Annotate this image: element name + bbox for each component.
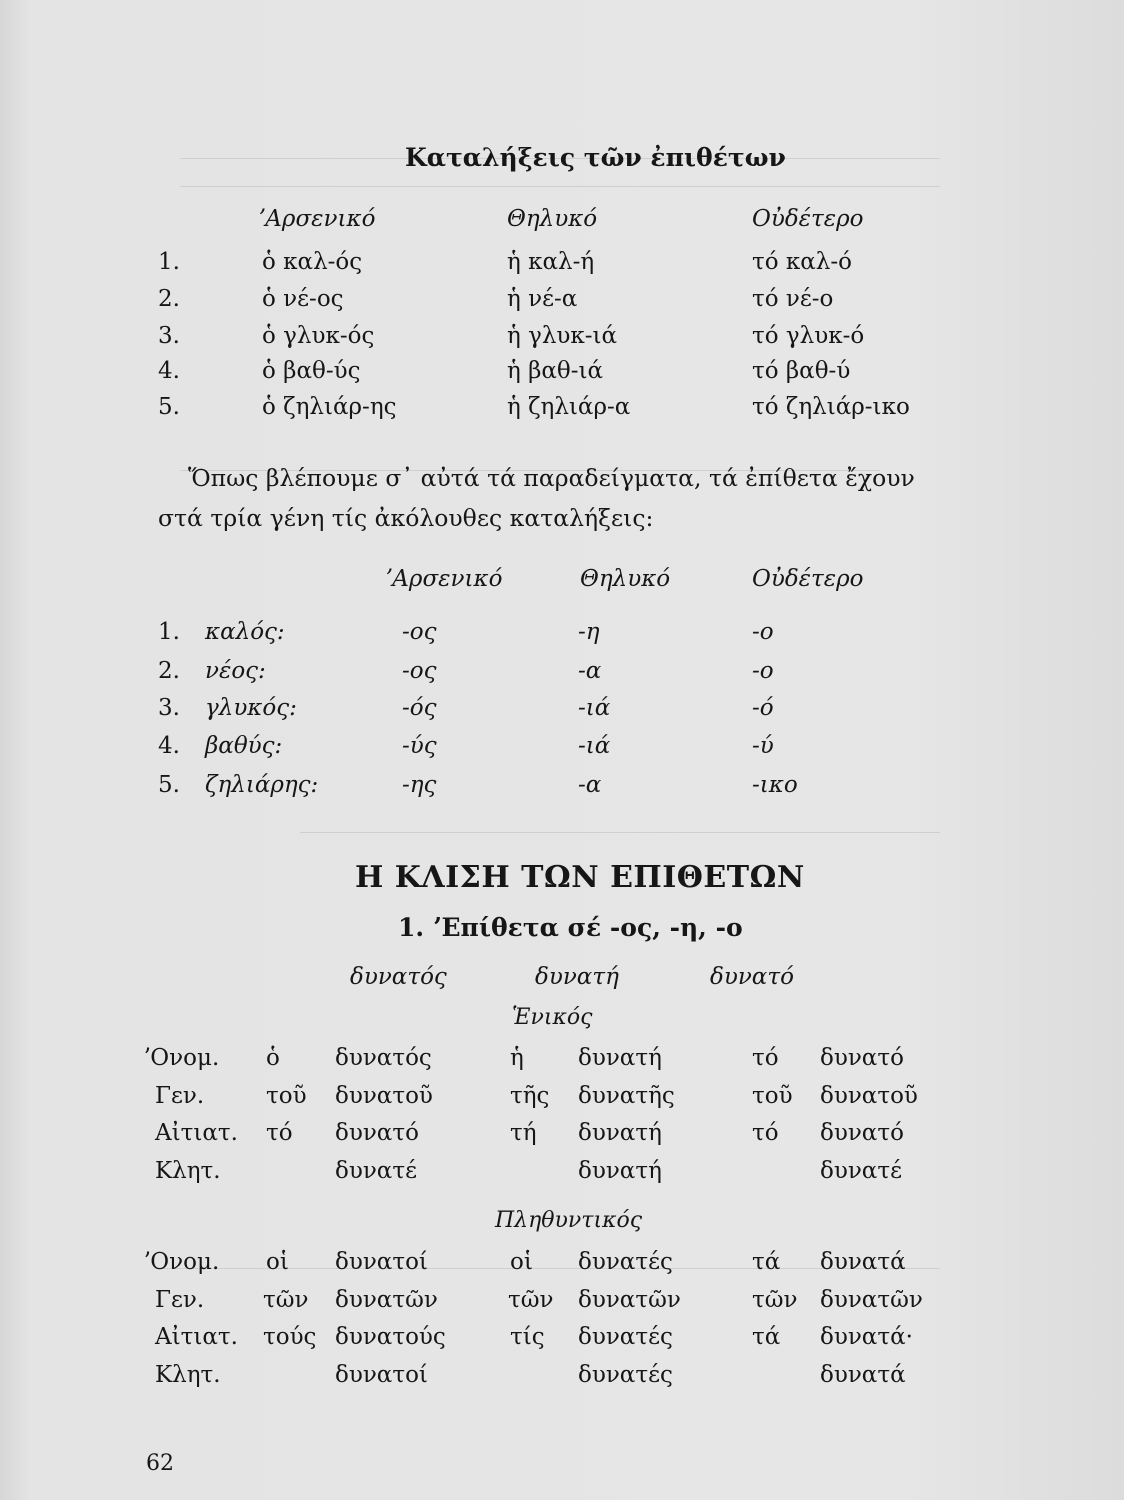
row-number: 5. xyxy=(158,772,180,798)
feminine-form: δυνατή xyxy=(578,1120,662,1146)
row-number: 1. xyxy=(158,619,180,645)
neuter-suffix: -ύ xyxy=(752,733,774,759)
paragraph-line: στά τρία γένη τίς ἀκόλουθες καταλήξεις: xyxy=(158,504,654,532)
case-label: Γεν. xyxy=(155,1083,205,1109)
feminine-form: δυνατή xyxy=(578,1045,662,1071)
article-masculine: τῶν xyxy=(263,1287,309,1313)
row-number: 4. xyxy=(158,733,180,759)
masculine-form: δυνατούς xyxy=(335,1324,446,1350)
example-word: βαθύς: xyxy=(205,733,283,759)
masculine-form: δυνατέ xyxy=(335,1158,417,1184)
feminine-form: δυνατές xyxy=(578,1362,673,1388)
article-feminine: τῆς xyxy=(510,1083,550,1109)
bleed-through-line xyxy=(180,186,940,187)
column-header-feminine: Θηλυκό xyxy=(507,206,598,232)
masculine-suffix: -ύς xyxy=(402,733,437,759)
feminine-form: ἡ νέ-α xyxy=(507,286,578,312)
row-number: 1. xyxy=(158,249,180,275)
section-heading: Καταλήξεις τῶν ἐπιθέτων xyxy=(405,143,786,172)
form-neuter: δυνατό xyxy=(710,964,794,990)
article-masculine: ὁ xyxy=(266,1045,280,1071)
article-neuter: τά xyxy=(752,1249,781,1275)
paragraph-line: Ὅπως βλέπουμε σ᾽ αὐτά τά παραδείγματα, τά ἐπίθετα ἔχουν xyxy=(188,464,915,492)
row-number: 3. xyxy=(158,323,180,349)
neuter-form: τό γλυκ-ό xyxy=(752,323,865,349)
article-feminine: ἡ xyxy=(510,1045,524,1071)
neuter-form: δυνατέ xyxy=(820,1158,902,1184)
neuter-suffix: -ο xyxy=(752,619,774,645)
masculine-suffix: -ος xyxy=(402,619,437,645)
article-masculine: οἱ xyxy=(266,1249,289,1275)
form-masculine: δυνατός xyxy=(350,964,447,990)
feminine-form: δυνατές xyxy=(578,1324,673,1350)
example-word: γλυκός: xyxy=(205,695,297,721)
column-header-masculine: ʼΑρσενικό xyxy=(258,206,376,232)
column-header-neuter: Οὐδέτερο xyxy=(752,206,864,232)
row-number: 4. xyxy=(158,358,180,384)
article-neuter: τό xyxy=(752,1045,779,1071)
masculine-form: ὁ γλυκ-ός xyxy=(262,323,375,349)
neuter-form: δυνατῶν xyxy=(820,1287,923,1313)
article-masculine: τό xyxy=(266,1120,293,1146)
example-word: ζηλιάρης: xyxy=(205,772,319,798)
case-label: Αἰτιατ. xyxy=(155,1120,238,1146)
column-header-masculine: ʼΑρσενικό xyxy=(385,566,503,592)
column-header-neuter: Οὐδέτερο xyxy=(752,566,864,592)
row-number: 2. xyxy=(158,286,180,312)
case-label: Γεν. xyxy=(155,1287,205,1313)
article-feminine: τίς xyxy=(510,1324,545,1350)
neuter-suffix: -ικο xyxy=(752,772,798,798)
masculine-form: ὁ καλ-ός xyxy=(262,249,363,275)
neuter-form: δυνατά xyxy=(820,1362,906,1388)
feminine-suffix: -η xyxy=(578,619,600,645)
case-label: Αἰτιατ. xyxy=(155,1324,238,1350)
page-number: 62 xyxy=(146,1451,174,1476)
neuter-form: δυνατά· xyxy=(820,1324,913,1350)
masculine-form: ὁ νέ-ος xyxy=(262,286,344,312)
subsection-title: 1. ʼΕπίθετα σέ -ος, -η, -ο xyxy=(398,913,743,942)
plural-label: Πληθυντικός xyxy=(495,1208,643,1233)
feminine-suffix: -ιά xyxy=(578,695,611,721)
neuter-form: τό νέ-ο xyxy=(752,286,834,312)
masculine-suffix: -ός xyxy=(402,695,437,721)
neuter-form: δυνατό xyxy=(820,1045,904,1071)
row-number: 5. xyxy=(158,394,180,420)
feminine-suffix: -ιά xyxy=(578,733,611,759)
article-feminine: οἱ xyxy=(510,1249,533,1275)
feminine-suffix: -α xyxy=(578,772,602,798)
article-neuter: τό xyxy=(752,1120,779,1146)
row-number: 2. xyxy=(158,658,180,684)
column-header-feminine: Θηλυκό xyxy=(580,566,671,592)
masculine-suffix: -ης xyxy=(402,772,437,798)
bleed-through-line xyxy=(300,832,940,833)
neuter-form: τό καλ-ό xyxy=(752,249,852,275)
feminine-form: ἡ βαθ-ιά xyxy=(507,358,604,384)
feminine-form: ἡ καλ-ή xyxy=(507,249,595,275)
example-word: νέος: xyxy=(205,658,266,684)
neuter-form: τό βαθ-ύ xyxy=(752,358,851,384)
masculine-form: ὁ ζηλιάρ-ης xyxy=(262,394,397,420)
feminine-suffix: -α xyxy=(578,658,602,684)
case-label: Κλητ. xyxy=(155,1158,221,1184)
masculine-form: δυνατοί xyxy=(335,1249,428,1275)
article-masculine: τούς xyxy=(263,1324,317,1350)
masculine-form: δυνατό xyxy=(335,1120,419,1146)
feminine-form: ἡ ζηλιάρ-α xyxy=(507,394,631,420)
article-neuter: τῶν xyxy=(752,1287,798,1313)
singular-label: Ἑνικός xyxy=(512,1005,593,1030)
case-label: ʼΟνομ. xyxy=(143,1249,220,1275)
feminine-form: ἡ γλυκ-ιά xyxy=(507,323,618,349)
neuter-suffix: -ο xyxy=(752,658,774,684)
neuter-form: τό ζηλιάρ-ικο xyxy=(752,394,910,420)
case-label: Κλητ. xyxy=(155,1362,221,1388)
feminine-form: δυνατῶν xyxy=(578,1287,681,1313)
neuter-suffix: -ό xyxy=(752,695,774,721)
article-feminine: τή xyxy=(510,1120,537,1146)
case-label: ʼΟνομ. xyxy=(143,1045,220,1071)
masculine-form: δυνατοί xyxy=(335,1362,428,1388)
section-title: Η ΚΛΙΣΗ ΤΩΝ ΕΠΙΘΕΤΩΝ xyxy=(355,860,805,895)
article-masculine: τοῦ xyxy=(266,1083,307,1109)
masculine-form: δυνατός xyxy=(335,1045,432,1071)
feminine-form: δυνατές xyxy=(578,1249,673,1275)
article-neuter: τά xyxy=(752,1324,781,1350)
form-feminine: δυνατή xyxy=(535,964,619,990)
feminine-form: δυνατῆς xyxy=(578,1083,675,1109)
feminine-form: δυνατή xyxy=(578,1158,662,1184)
example-word: καλός: xyxy=(205,619,285,645)
article-feminine: τῶν xyxy=(508,1287,554,1313)
masculine-form: δυνατῶν xyxy=(335,1287,438,1313)
neuter-form: δυνατοῦ xyxy=(820,1083,918,1109)
masculine-form: ὁ βαθ-ύς xyxy=(262,358,361,384)
masculine-suffix: -ος xyxy=(402,658,437,684)
row-number: 3. xyxy=(158,695,180,721)
neuter-form: δυνατά xyxy=(820,1249,906,1275)
masculine-form: δυνατοῦ xyxy=(335,1083,433,1109)
neuter-form: δυνατό xyxy=(820,1120,904,1146)
article-neuter: τοῦ xyxy=(752,1083,793,1109)
